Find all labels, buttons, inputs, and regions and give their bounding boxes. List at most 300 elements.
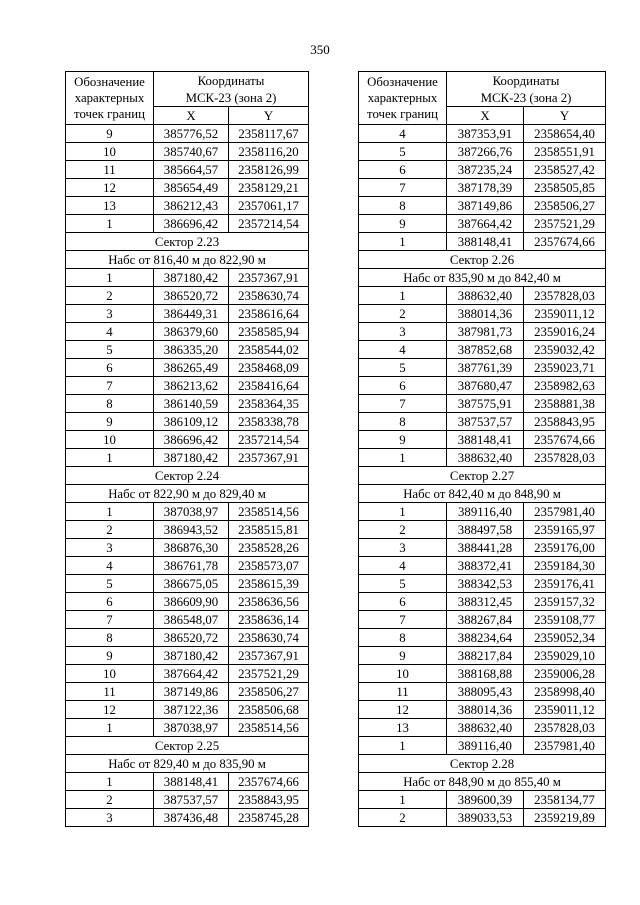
point-id-cell: 4 (359, 557, 447, 575)
point-id-cell: 8 (359, 197, 447, 215)
point-id-cell: 1 (66, 449, 154, 467)
point-id-cell: 1 (66, 503, 154, 521)
y-coordinate-cell: 2358505,85 (524, 179, 606, 197)
y-coordinate-cell: 2357367,91 (229, 647, 309, 665)
point-id-cell: 11 (66, 161, 154, 179)
y-coordinate-cell: 2358134,77 (524, 791, 606, 809)
table-row (359, 611, 606, 629)
y-coordinate-cell: 2358630,74 (229, 287, 309, 305)
x-coordinate-cell: 387180,42 (154, 449, 229, 467)
sector-altitude-range: Набс от 848,90 м до 855,40 м (359, 773, 606, 791)
table-row (359, 809, 606, 827)
x-coordinate-cell: 387149,86 (447, 197, 524, 215)
x-coordinate-cell: 386609,90 (154, 593, 229, 611)
table-row (66, 287, 309, 305)
x-coordinate-cell: 387149,86 (154, 683, 229, 701)
point-id-cell: 4 (359, 341, 447, 359)
table-row (66, 665, 309, 683)
point-id-cell: 6 (66, 359, 154, 377)
x-coordinate-cell: 387537,57 (154, 791, 229, 809)
point-id-cell: 11 (66, 683, 154, 701)
point-id-cell: 3 (66, 809, 154, 827)
table-row (66, 575, 309, 593)
point-id-cell: 5 (359, 575, 447, 593)
x-coordinate-cell: 387761,39 (447, 359, 524, 377)
y-coordinate-cell: 2357214,54 (229, 215, 309, 233)
sector-range-row (359, 773, 606, 791)
sector-title: Сектор 2.25 (66, 737, 309, 755)
table-row (66, 125, 309, 143)
x-coordinate-cell: 386943,52 (154, 521, 229, 539)
y-coordinate-cell: 2359023,71 (524, 359, 606, 377)
table-row (359, 503, 606, 521)
x-coordinate-cell: 386109,12 (154, 413, 229, 431)
x-coordinate-cell: 386761,78 (154, 557, 229, 575)
designation-line: Обозначение (367, 75, 438, 89)
point-id-cell: 1 (66, 269, 154, 287)
x-coordinate-cell: 387353,91 (447, 125, 524, 143)
table-row (359, 341, 606, 359)
point-id-cell: 7 (359, 611, 447, 629)
y-coordinate-cell: 2358573,07 (229, 557, 309, 575)
table-row (359, 395, 606, 413)
table-row (66, 557, 309, 575)
y-coordinate-cell: 2358117,67 (229, 125, 309, 143)
table-row (359, 197, 606, 215)
x-coordinate-cell: 388095,43 (447, 683, 524, 701)
point-id-cell: 2 (359, 305, 447, 323)
y-coordinate-cell: 2357828,03 (524, 719, 606, 737)
sector-altitude-range: Набс от 842,40 м до 848,90 м (359, 485, 606, 503)
x-coordinate-cell: 386265,49 (154, 359, 229, 377)
sector-title: Сектор 2.28 (359, 755, 606, 773)
x-coordinate-cell: 387235,24 (447, 161, 524, 179)
x-coordinate-cell: 389033,53 (447, 809, 524, 827)
y-coordinate-cell: 2359032,42 (524, 341, 606, 359)
table-row (66, 269, 309, 287)
x-coordinate-cell: 388632,40 (447, 719, 524, 737)
point-id-cell: 3 (359, 539, 447, 557)
x-coordinate-cell: 387575,91 (447, 395, 524, 413)
x-coordinate-cell: 388148,41 (154, 773, 229, 791)
sector-range-row (66, 755, 309, 773)
table-row (66, 791, 309, 809)
y-coordinate-cell: 2359219,89 (524, 809, 606, 827)
y-coordinate-cell: 2359011,12 (524, 305, 606, 323)
table-row (359, 791, 606, 809)
y-coordinate-cell: 2358881,38 (524, 395, 606, 413)
point-id-cell: 1 (66, 719, 154, 737)
table-row (66, 593, 309, 611)
point-id-cell: 2 (359, 809, 447, 827)
point-id-cell: 6 (359, 161, 447, 179)
table-row (359, 179, 606, 197)
table-row (66, 341, 309, 359)
sector-altitude-range: Набс от 835,90 м до 842,40 м (359, 269, 606, 287)
table-row (359, 215, 606, 233)
y-coordinate-cell: 2358528,26 (229, 539, 309, 557)
point-id-cell: 4 (66, 557, 154, 575)
page-number: 350 (310, 42, 330, 57)
table-row (359, 539, 606, 557)
x-coordinate-cell: 388168,88 (447, 665, 524, 683)
point-id-cell: 1 (66, 773, 154, 791)
point-id-cell: 10 (359, 665, 447, 683)
table-row (359, 449, 606, 467)
table-row (66, 179, 309, 197)
x-coordinate-cell: 389116,40 (447, 737, 524, 755)
y-coordinate-cell: 2359184,30 (524, 557, 606, 575)
point-id-cell: 12 (359, 701, 447, 719)
x-coordinate-cell: 386449,31 (154, 305, 229, 323)
y-coordinate-cell: 2358506,27 (229, 683, 309, 701)
table-row (359, 413, 606, 431)
table-row (359, 647, 606, 665)
table-row (359, 125, 606, 143)
point-id-cell: 10 (66, 665, 154, 683)
x-coordinate-cell: 389600,39 (447, 791, 524, 809)
x-coordinate-cell: 386876,30 (154, 539, 229, 557)
y-coordinate-cell: 2358745,28 (229, 809, 309, 827)
table-body-left (66, 125, 309, 827)
y-coordinate-cell: 2359165,97 (524, 521, 606, 539)
point-id-cell: 1 (359, 287, 447, 305)
x-coordinate-cell: 388632,40 (447, 449, 524, 467)
point-id-cell: 5 (359, 143, 447, 161)
table-row (359, 233, 606, 251)
point-id-cell: 2 (66, 521, 154, 539)
point-id-cell: 10 (66, 143, 154, 161)
y-coordinate-cell: 2358982,63 (524, 377, 606, 395)
point-id-cell: 12 (66, 179, 154, 197)
table-row (66, 773, 309, 791)
point-id-cell: 1 (359, 233, 447, 251)
sector-title-row (359, 755, 606, 773)
coordinates-table-right (358, 71, 606, 827)
x-coordinate-cell: 388497,58 (447, 521, 524, 539)
y-coordinate-cell: 2358616,64 (229, 305, 309, 323)
x-coordinate-cell: 386379,60 (154, 323, 229, 341)
point-id-cell: 10 (66, 431, 154, 449)
y-coordinate-cell: 2358551,91 (524, 143, 606, 161)
sector-range-row (66, 251, 309, 269)
y-coordinate-cell: 2358636,56 (229, 593, 309, 611)
table-row (66, 701, 309, 719)
x-coordinate-cell: 386335,20 (154, 341, 229, 359)
x-coordinate-cell: 386675,05 (154, 575, 229, 593)
y-coordinate-cell: 2358515,81 (229, 521, 309, 539)
sector-title-row (66, 233, 309, 251)
table-row (359, 287, 606, 305)
point-id-cell: 9 (359, 431, 447, 449)
y-coordinate-cell: 2359016,24 (524, 323, 606, 341)
y-coordinate-cell: 2357367,91 (229, 449, 309, 467)
point-id-cell: 5 (359, 359, 447, 377)
point-id-cell: 6 (66, 593, 154, 611)
y-coordinate-cell: 2358126,99 (229, 161, 309, 179)
y-coordinate-cell: 2358416,64 (229, 377, 309, 395)
sector-title-row (359, 251, 606, 269)
table-row (66, 359, 309, 377)
point-id-cell: 2 (359, 521, 447, 539)
y-coordinate-cell: 2358468,09 (229, 359, 309, 377)
y-coordinate-cell: 2359176,41 (524, 575, 606, 593)
y-coordinate-cell: 2357981,40 (524, 737, 606, 755)
x-coordinate-cell: 388234,64 (447, 629, 524, 647)
x-coordinate-cell: 385654,49 (154, 179, 229, 197)
point-id-cell: 8 (359, 629, 447, 647)
x-coordinate-cell: 387436,48 (154, 809, 229, 827)
point-id-cell: 13 (359, 719, 447, 737)
point-id-cell: 2 (66, 791, 154, 809)
sector-title-row (359, 467, 606, 485)
x-coordinate-cell: 387680,47 (447, 377, 524, 395)
sector-altitude-range: Набс от 822,90 м до 829,40 м (66, 485, 309, 503)
table-row (66, 215, 309, 233)
point-id-cell: 7 (66, 377, 154, 395)
x-coordinate-cell: 388148,41 (447, 233, 524, 251)
sector-title-row (66, 467, 309, 485)
x-column-header: X (154, 107, 229, 125)
point-id-cell: 9 (359, 647, 447, 665)
x-coordinate-cell: 386548,07 (154, 611, 229, 629)
x-coordinate-cell: 388217,84 (447, 647, 524, 665)
y-coordinate-cell: 2359157,32 (524, 593, 606, 611)
point-id-cell: 1 (359, 503, 447, 521)
y-coordinate-cell: 2357521,29 (524, 215, 606, 233)
point-id-cell: 3 (66, 305, 154, 323)
sector-title: Сектор 2.26 (359, 251, 606, 269)
x-coordinate-cell: 387038,97 (154, 719, 229, 737)
y-coordinate-cell: 2359011,12 (524, 701, 606, 719)
y-coordinate-cell: 2357214,54 (229, 431, 309, 449)
table-row (66, 161, 309, 179)
y-coordinate-cell: 2357674,66 (524, 233, 606, 251)
table-row (359, 359, 606, 377)
y-coordinate-cell: 2358636,14 (229, 611, 309, 629)
table-row (66, 143, 309, 161)
sector-title: Сектор 2.27 (359, 467, 606, 485)
table-header (66, 72, 309, 125)
table-row (359, 575, 606, 593)
point-id-cell: 8 (66, 395, 154, 413)
x-coordinate-cell: 388014,36 (447, 701, 524, 719)
x-coordinate-cell: 386212,43 (154, 197, 229, 215)
point-id-cell: 1 (359, 737, 447, 755)
table-row (359, 593, 606, 611)
point-id-cell: 5 (66, 341, 154, 359)
y-coordinate-cell: 2358527,42 (524, 161, 606, 179)
table-row (66, 197, 309, 215)
x-coordinate-cell: 387180,42 (154, 269, 229, 287)
table-row (66, 719, 309, 737)
point-id-cell: 4 (359, 125, 447, 143)
table-row (359, 557, 606, 575)
y-column-header: Y (229, 107, 309, 125)
y-coordinate-cell: 2358585,94 (229, 323, 309, 341)
x-coordinate-cell: 388372,41 (447, 557, 524, 575)
y-coordinate-cell: 2358654,40 (524, 125, 606, 143)
table-row (66, 809, 309, 827)
x-coordinate-cell: 388312,45 (447, 593, 524, 611)
y-coordinate-cell: 2358338,78 (229, 413, 309, 431)
x-coordinate-cell: 387981,73 (447, 323, 524, 341)
designation-line: точек границ (74, 107, 145, 121)
y-coordinate-cell: 2358506,27 (524, 197, 606, 215)
x-coordinate-cell: 388441,28 (447, 539, 524, 557)
x-coordinate-cell: 388342,53 (447, 575, 524, 593)
table-row (359, 143, 606, 161)
y-coordinate-cell: 2357674,66 (229, 773, 309, 791)
point-id-cell: 9 (66, 413, 154, 431)
y-coordinate-cell: 2358514,56 (229, 503, 309, 521)
x-column-header: X (447, 107, 524, 125)
y-coordinate-cell: 2358544,02 (229, 341, 309, 359)
x-coordinate-cell: 386140,59 (154, 395, 229, 413)
x-coordinate-cell: 386520,72 (154, 287, 229, 305)
table-row (66, 521, 309, 539)
point-id-cell: 9 (66, 125, 154, 143)
y-coordinate-cell: 2357981,40 (524, 503, 606, 521)
x-coordinate-cell: 388267,84 (447, 611, 524, 629)
point-id-cell: 12 (66, 701, 154, 719)
y-coordinate-cell: 2358129,21 (229, 179, 309, 197)
x-coordinate-cell: 387180,42 (154, 647, 229, 665)
x-coordinate-cell: 387266,76 (447, 143, 524, 161)
point-id-cell: 4 (66, 323, 154, 341)
point-id-cell: 11 (359, 683, 447, 701)
y-coordinate-cell: 2358116,20 (229, 143, 309, 161)
y-coordinate-cell: 2357061,17 (229, 197, 309, 215)
coordinates-header: Координаты (447, 72, 606, 90)
table-row (66, 395, 309, 413)
y-coordinate-cell: 2358843,95 (524, 413, 606, 431)
y-coordinate-cell: 2359176,00 (524, 539, 606, 557)
y-coordinate-cell: 2358514,56 (229, 719, 309, 737)
sector-altitude-range: Набс от 829,40 м до 835,90 м (66, 755, 309, 773)
table-row (359, 305, 606, 323)
coordinates-table-left (65, 71, 309, 827)
table-row (66, 449, 309, 467)
table-row (359, 665, 606, 683)
point-id-cell: 13 (66, 197, 154, 215)
table-row (66, 683, 309, 701)
point-id-cell: 1 (359, 791, 447, 809)
point-id-cell: 9 (359, 215, 447, 233)
x-coordinate-cell: 386520,72 (154, 629, 229, 647)
designation-line: характерных (367, 91, 438, 105)
coordinate-system-header: МСК-23 (зона 2) (154, 89, 309, 107)
y-coordinate-cell: 2358615,39 (229, 575, 309, 593)
x-coordinate-cell: 387038,97 (154, 503, 229, 521)
sector-altitude-range: Набс от 816,40 м до 822,90 м (66, 251, 309, 269)
table-row (359, 521, 606, 539)
point-id-cell: 8 (66, 629, 154, 647)
sector-range-row (359, 269, 606, 287)
y-coordinate-cell: 2358843,95 (229, 791, 309, 809)
table-row (359, 431, 606, 449)
y-coordinate-cell: 2359108,77 (524, 611, 606, 629)
designation-header (359, 72, 447, 125)
table-row (66, 305, 309, 323)
x-coordinate-cell: 389116,40 (447, 503, 524, 521)
designation-line: Обозначение (74, 75, 145, 89)
point-id-cell: 5 (66, 575, 154, 593)
x-coordinate-cell: 387664,42 (154, 665, 229, 683)
sector-range-row (359, 485, 606, 503)
x-coordinate-cell: 385740,67 (154, 143, 229, 161)
point-id-cell: 2 (66, 287, 154, 305)
table-row (66, 503, 309, 521)
x-coordinate-cell: 386696,42 (154, 215, 229, 233)
x-coordinate-cell: 387122,36 (154, 701, 229, 719)
point-id-cell: 6 (359, 377, 447, 395)
y-coordinate-cell: 2357828,03 (524, 449, 606, 467)
table-row (359, 701, 606, 719)
x-coordinate-cell: 388632,40 (447, 287, 524, 305)
y-coordinate-cell: 2359052,34 (524, 629, 606, 647)
x-coordinate-cell: 387178,39 (447, 179, 524, 197)
point-id-cell: 8 (359, 413, 447, 431)
sector-title-row (66, 737, 309, 755)
sector-title: Сектор 2.23 (66, 233, 309, 251)
x-coordinate-cell: 385664,57 (154, 161, 229, 179)
y-column-header: Y (524, 107, 606, 125)
x-coordinate-cell: 388014,36 (447, 305, 524, 323)
sector-range-row (66, 485, 309, 503)
table-row (359, 629, 606, 647)
table-row (359, 323, 606, 341)
coordinate-system-header: МСК-23 (зона 2) (447, 89, 606, 107)
designation-header (66, 72, 154, 125)
table-row (66, 323, 309, 341)
point-id-cell: 1 (359, 449, 447, 467)
x-coordinate-cell: 387537,57 (447, 413, 524, 431)
table-row (359, 161, 606, 179)
point-id-cell: 6 (359, 593, 447, 611)
y-coordinate-cell: 2358364,35 (229, 395, 309, 413)
table-row (66, 539, 309, 557)
point-id-cell: 3 (359, 323, 447, 341)
y-coordinate-cell: 2359029,10 (524, 647, 606, 665)
y-coordinate-cell: 2357367,91 (229, 269, 309, 287)
table-row (66, 647, 309, 665)
sector-title: Сектор 2.24 (66, 467, 309, 485)
y-coordinate-cell: 2357674,66 (524, 431, 606, 449)
x-coordinate-cell: 385776,52 (154, 125, 229, 143)
y-coordinate-cell: 2359006,28 (524, 665, 606, 683)
table-row (359, 683, 606, 701)
table-header (359, 72, 606, 125)
coordinates-header: Координаты (154, 72, 309, 90)
point-id-cell: 3 (66, 539, 154, 557)
point-id-cell: 7 (359, 179, 447, 197)
point-id-cell: 7 (359, 395, 447, 413)
table-row (359, 377, 606, 395)
table-row (66, 413, 309, 431)
point-id-cell: 1 (66, 215, 154, 233)
table-row (359, 719, 606, 737)
x-coordinate-cell: 387664,42 (447, 215, 524, 233)
x-coordinate-cell: 388148,41 (447, 431, 524, 449)
x-coordinate-cell: 386213,62 (154, 377, 229, 395)
designation-line: характерных (74, 91, 145, 105)
y-coordinate-cell: 2358998,40 (524, 683, 606, 701)
y-coordinate-cell: 2358506,68 (229, 701, 309, 719)
table-row (66, 611, 309, 629)
table-row (66, 431, 309, 449)
x-coordinate-cell: 386696,42 (154, 431, 229, 449)
